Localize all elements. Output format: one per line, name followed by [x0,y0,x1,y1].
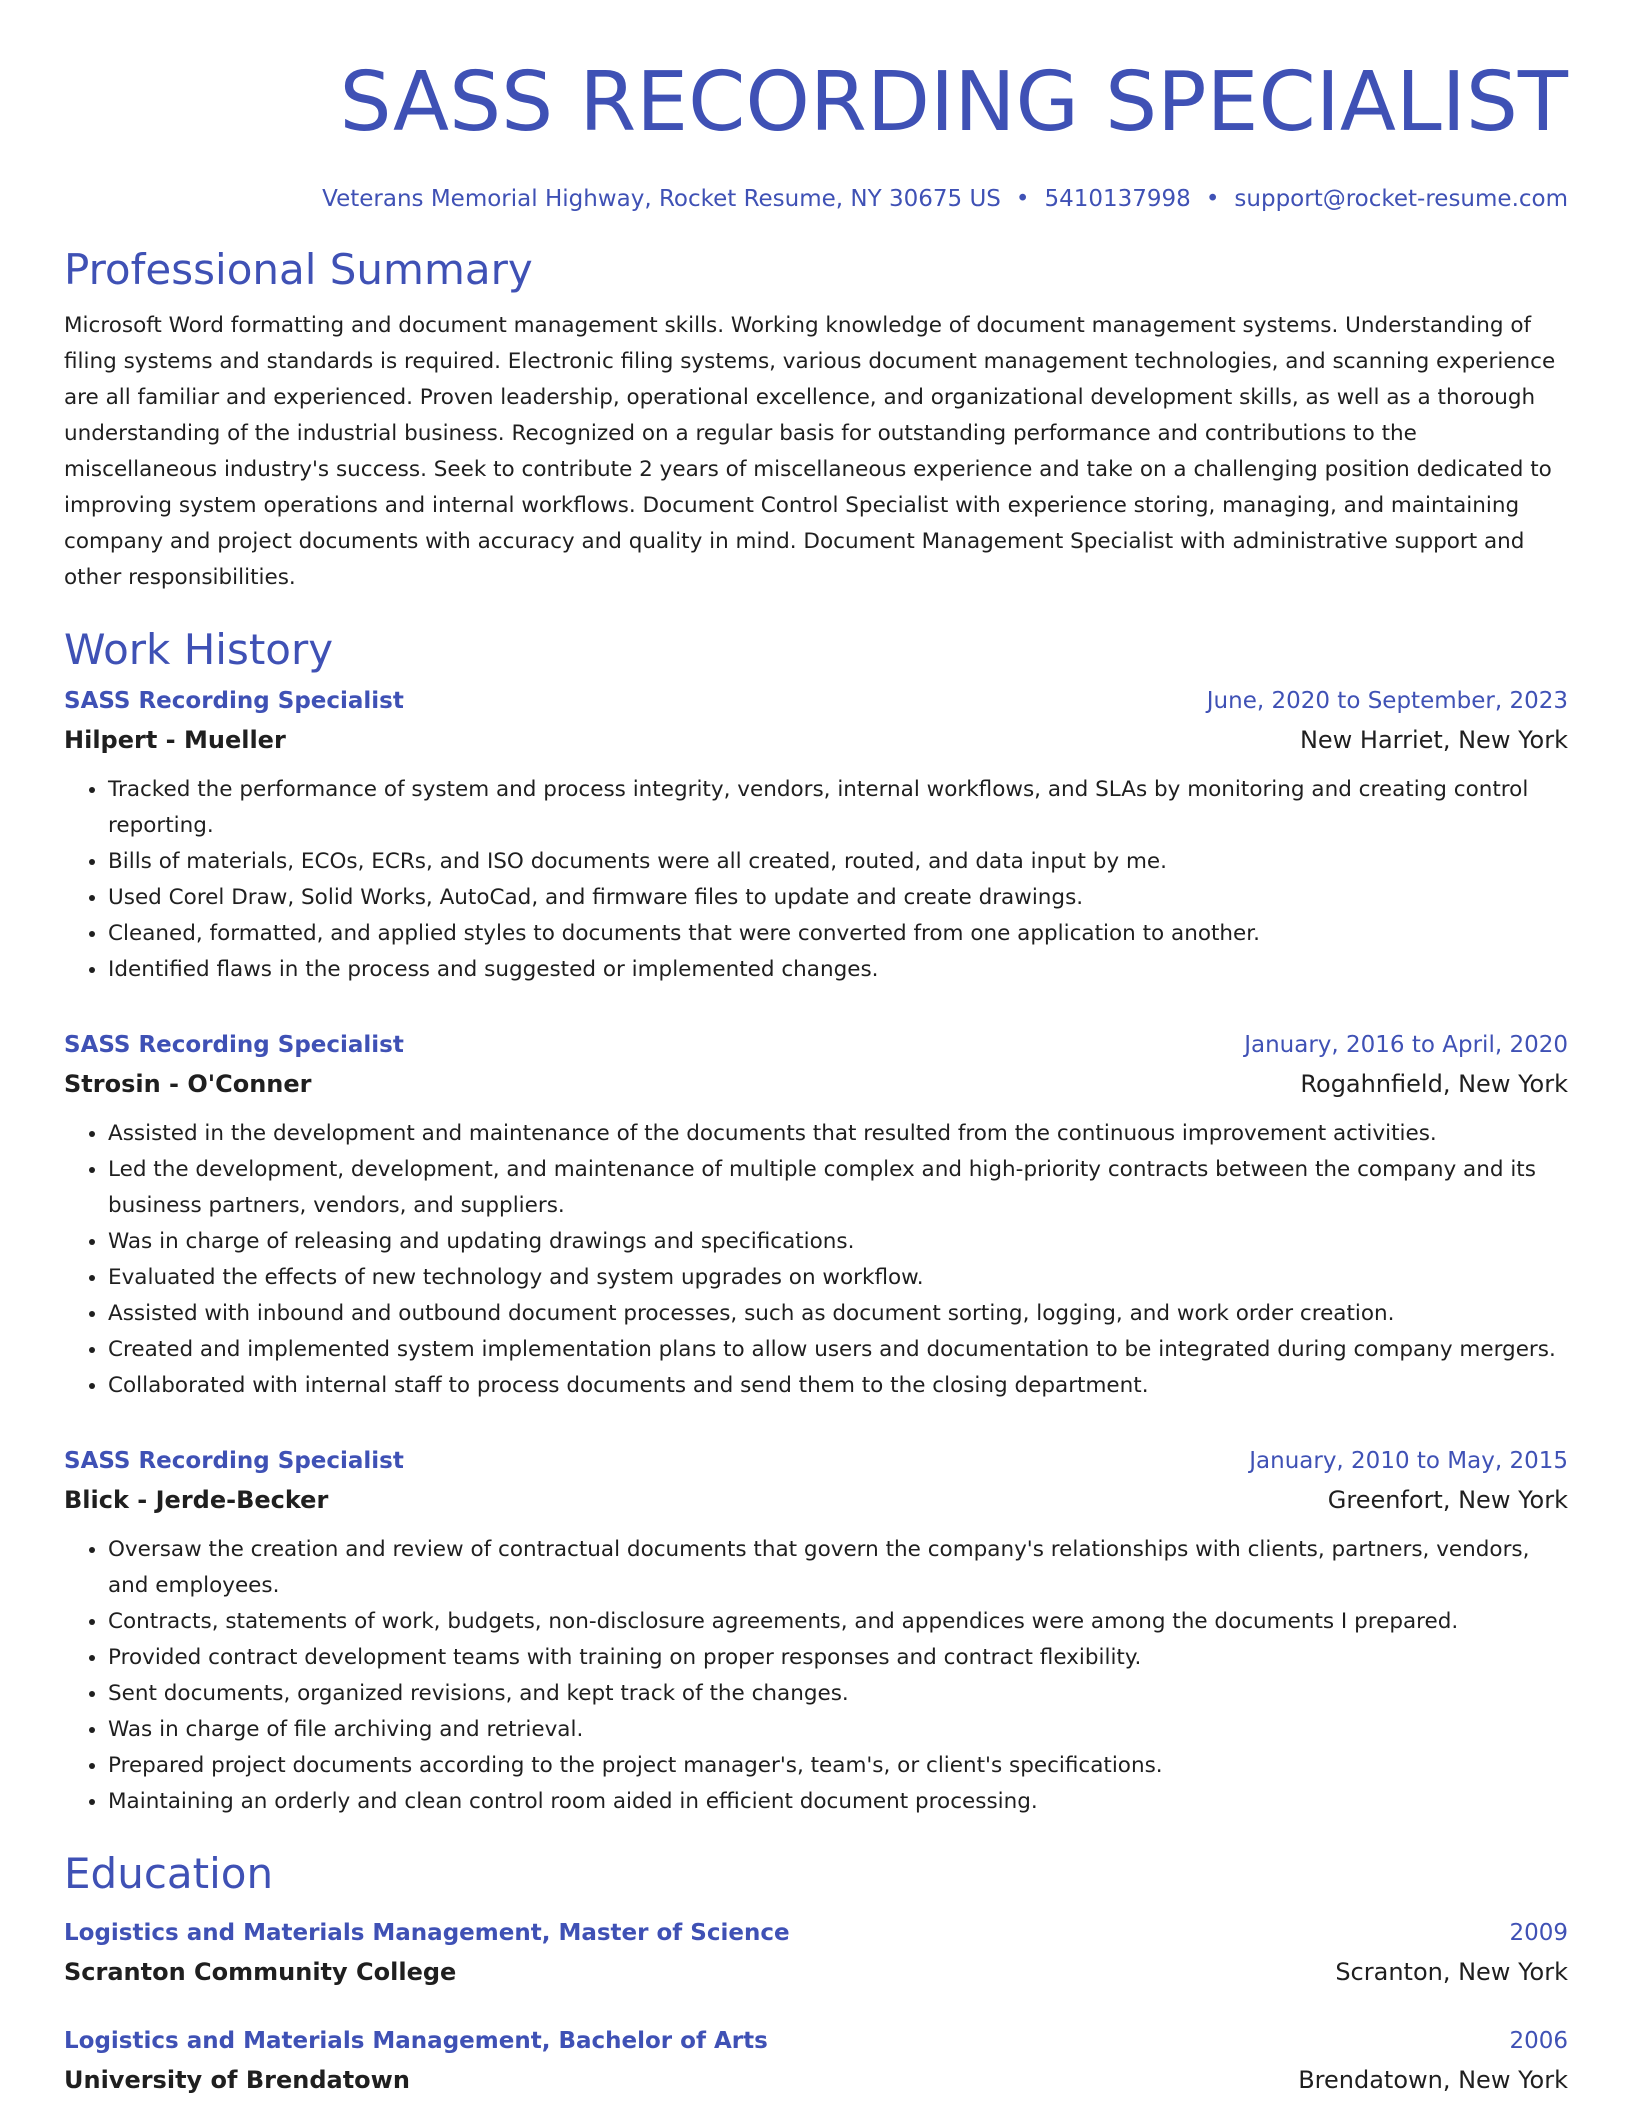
job-dates: January, 2010 to May, 2015 [1249,1448,1568,1474]
job-bullet: • Was in charge of file archiving and retrieval. [108,1712,1568,1748]
job-bullet: • Evaluated the effects of new technology and system upgrades on workflow. [108,1260,1568,1296]
education-school: Scranton Community College [64,1958,457,1986]
job-bullet: • Led the development, development, and maintenance of multiple complex and high-priority contracts between the company and its business partners, vendors, and suppliers. [108,1152,1568,1224]
resume-header [64,0,1568,214]
job-company: Strosin - O'Conner [64,1070,312,1098]
job-entry [64,684,1568,988]
job-bullet: • Bills of materials, ECOs, ECRs, and ISO documents were all created, routed, and data input by me. [108,844,1568,880]
job-bullet: • Contracts, statements of work, budgets, non-disclosure agreements, and appendices were among the documents I prepared. [108,1604,1568,1640]
contact-phone[interactable]: 5410137998 [1044,186,1191,212]
job-title: SASS Recording Specialist [64,1032,404,1058]
job-title: SASS Recording Specialist [64,688,404,714]
job-location: Greenfort, New York [1327,1486,1568,1514]
job-bullet: • Provided contract development teams with training on proper responses and contract flexibility. [108,1640,1568,1676]
contact-address: Veterans Memorial Highway, Rocket Resume, NY 30675 US [322,186,1001,212]
job-entry [64,1028,1568,1404]
education-degree: Logistics and Materials Management, Bachelor of Arts [64,2028,768,2054]
job-bullet: • Sent documents, organized revisions, and kept track of the changes. [108,1676,1568,1712]
education-degree: Logistics and Materials Management, Master of Science [64,1920,790,1946]
section-title-education: Education [64,1849,274,1898]
job-bullets [64,1532,1568,1820]
job-company: Hilpert - Mueller [64,726,286,754]
job-bullet: • Cleaned, formatted, and applied styles to documents that were converted from one application to another. [108,916,1568,952]
contact-line [64,184,1568,214]
job-bullet: • Created and implemented system implementation plans to allow users and documentation to be integrated during company mergers. [108,1332,1568,1368]
education-entry [64,1916,1568,1990]
job-bullets [64,772,1568,988]
contact-separator: • [1205,186,1220,212]
job-bullet: • Identified flaws in the process and suggested or implemented changes. [108,952,1568,988]
job-location: New Harriet, New York [1299,726,1568,754]
job-bullet: • Prepared project documents according to the project manager's, team's, or client's specifications. [108,1748,1568,1784]
job-bullet: • Maintaining an orderly and clean control room aided in efficient document processing. [108,1784,1568,1820]
education-year: 2009 [1509,1920,1568,1946]
job-dates: January, 2016 to April, 2020 [1244,1032,1568,1058]
contact-separator: • [1015,186,1030,212]
candidate-name: SASS RECORDING SPECIALIST [339,55,1568,150]
section-title-work-history: Work History [64,625,334,674]
job-location: Rogahnfield, New York [1300,1070,1568,1098]
job-bullet: • Tracked the performance of system and process integrity, vendors, internal workflows, and SLAs by monitoring and creating control reporting. [108,772,1568,844]
contact-email[interactable]: support@rocket-resume.com [1234,186,1568,212]
job-company: Blick - Jerde-Becker [64,1486,329,1514]
education-entry [64,2024,1568,2098]
education-school: University of Brendatown [64,2066,410,2094]
job-bullet: • Collaborated with internal staff to process documents and send them to the closing department. [108,1368,1568,1404]
job-bullets [64,1116,1568,1404]
summary-text: Microsoft Word formatting and document management skills. Working knowledge of document management systems. Understanding of filing systems and standards is required. Electronic filing systems, various document management technologies, and scanning experience are all familiar and experienced. Proven leadership, operational excellence, and organizational development skills, as well as a thorough understanding of the industrial business. Recognized on a regular basis for outstanding performance and contributions to the miscellaneous industry's success. Seek to contribute 2 years of miscellaneous experience and take on a challenging position dedicated to improving system operations and internal workflows. Document Control Specialist with experience storing, managing, and maintaining company and project documents with accuracy and quality in mind. Document Management Specialist with administrative support and other responsibilities. [64,313,1556,590]
job-bullet: • Assisted with inbound and outbound document processes, such as document sorting, logging, and work order creation. [108,1296,1568,1332]
job-bullet: • Assisted in the development and maintenance of the documents that resulted from the continuous improvement activities. [108,1116,1568,1152]
job-bullet: • Was in charge of releasing and updating drawings and specifications. [108,1224,1568,1260]
job-bullet: • Used Corel Draw, Solid Works, AutoCad, and firmware files to update and create drawings. [108,880,1568,916]
education-year: 2006 [1509,2028,1568,2054]
job-entry [64,1444,1568,1820]
education-location: Brendatown, New York [1298,2066,1568,2094]
section-title-summary: Professional Summary [64,245,533,294]
job-title: SASS Recording Specialist [64,1448,404,1474]
job-dates: June, 2020 to September, 2023 [1206,688,1568,714]
education-location: Scranton, New York [1335,1958,1568,1986]
job-bullet: • Oversaw the creation and review of contractual documents that govern the company's relationships with clients, partners, vendors, and employees. [108,1532,1568,1604]
